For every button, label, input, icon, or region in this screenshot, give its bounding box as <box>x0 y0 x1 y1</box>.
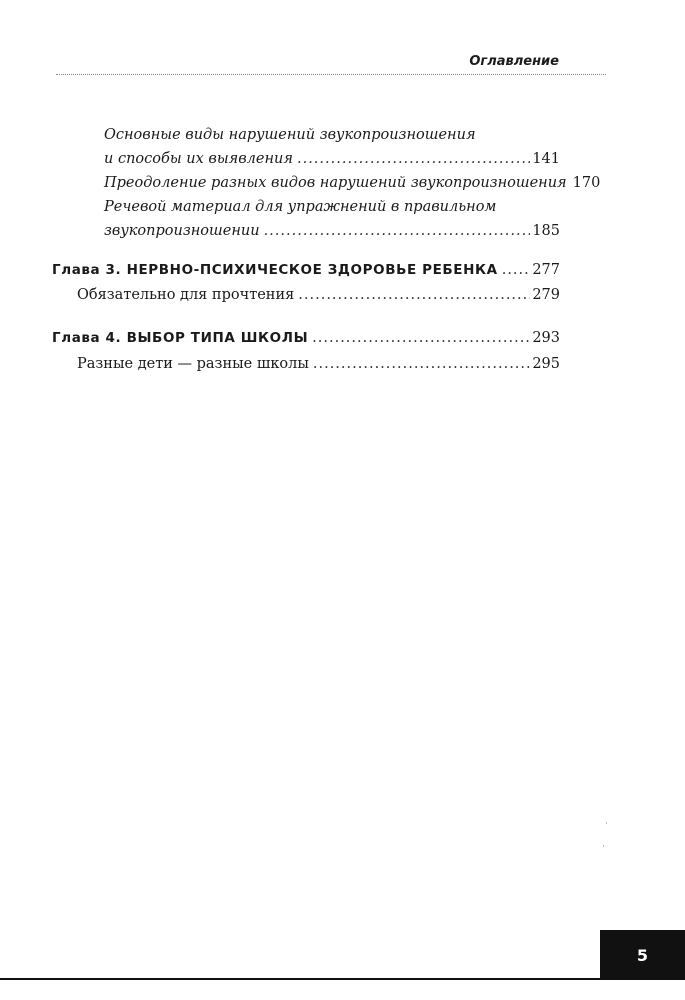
toc-page-number: 185 <box>532 223 560 239</box>
toc-entry-sound-disorders[interactable] <box>0 123 560 171</box>
toc-entry-must-read[interactable] <box>0 283 560 307</box>
toc-entry-text: Разные дети — разные школы <box>77 356 309 372</box>
toc-entry-text-line2: и способы их выявления <box>104 151 293 167</box>
toc-page-number: 141 <box>532 151 560 167</box>
dot-leader <box>297 147 530 171</box>
toc-entry-speech-material[interactable] <box>0 195 560 243</box>
dot-leader <box>502 258 531 282</box>
scan-speck <box>603 845 604 847</box>
dot-leader <box>312 326 530 350</box>
toc-entry-text-line1: Речевой материал для упражнений в правильном <box>104 199 497 215</box>
scan-speck <box>606 822 607 824</box>
toc-chapter-3[interactable] <box>0 258 560 282</box>
toc-page-number: 279 <box>532 287 560 303</box>
toc-page-number: 293 <box>532 330 560 346</box>
toc-chapter-4[interactable] <box>0 326 560 350</box>
page-number-badge <box>600 930 685 980</box>
toc-chapter-title: Глава 4. ВЫБОР ТИПА ШКОЛЫ <box>52 330 309 346</box>
toc-page-number: 170 <box>572 175 601 191</box>
toc-entry-text-line1: Основные виды нарушений звукопроизношения <box>104 127 476 143</box>
running-head: Оглавление <box>469 54 559 69</box>
dot-leader <box>264 219 531 243</box>
dot-leader <box>313 352 530 376</box>
toc-entry-overcoming-disorders[interactable] <box>0 171 601 195</box>
toc-chapter-title: Глава 3. НЕРВНО-ПСИХИЧЕСКОЕ ЗДОРОВЬЕ РЕБЕНКА <box>52 262 498 278</box>
toc-page-number: 295 <box>532 356 560 372</box>
toc-page-number: 277 <box>532 262 560 278</box>
page-number: 5 <box>636 945 649 965</box>
dot-leader <box>298 283 530 307</box>
toc-entry-text: Обязательно для прочтения <box>77 287 295 303</box>
toc-entry-different-schools[interactable] <box>0 352 560 376</box>
toc-entry-text: Преодоление разных видов нарушений звукопроизношения <box>104 175 567 191</box>
footer-rule <box>0 978 600 980</box>
toc-entry-text-line2: звукопроизношении <box>104 223 260 239</box>
